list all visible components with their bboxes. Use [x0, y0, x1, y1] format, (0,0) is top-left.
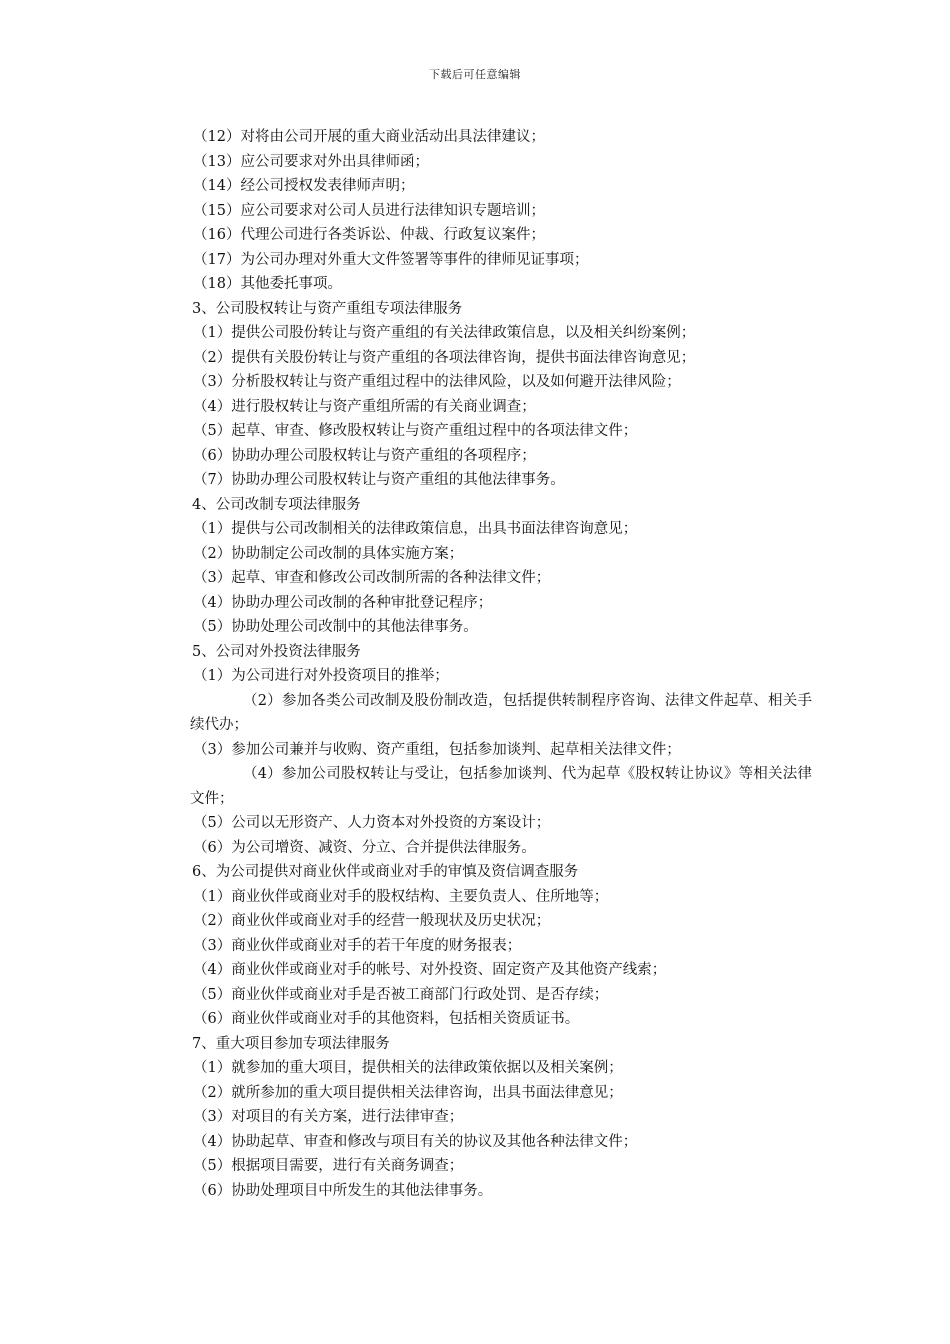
list-item: （17）为公司办理对外重大文件签署等事件的律师见证事项； [193, 251, 589, 268]
list-item: （4）进行股权转让与资产重组所需的有关商业调查； [193, 398, 536, 415]
list-item: （5）协助处理公司改制中的其他法律事务。 [193, 619, 478, 635]
list-item: （5）根据项目需要，进行有关商务调查； [193, 1158, 464, 1174]
list-item: （5）商业伙伴或商业对手是否被工商部门行政处罚、是否存续； [193, 986, 609, 1003]
list-item: （2）商业伙伴或商业对手的经营一般现状及历史状况； [193, 913, 551, 929]
list-item: （1）提供公司股份转让与资产重组的有关法律政策信息，以及相关纠纷案例； [193, 325, 696, 341]
list-item: （4）协助起草、审查和修改与项目有关的协议及其他各种法律文件； [193, 1133, 638, 1150]
list-item: （6）协助处理项目中所发生的其他法律事务。 [193, 1182, 493, 1199]
list-item: （6）协助办理公司股权转让与资产重组的各项程序； [193, 447, 536, 464]
list-item: （2）协助制定公司改制的具体实施方案； [193, 545, 464, 562]
list-item: （4）商业伙伴或商业对手的帐号、对外投资、固定资产及其他资产线索； [193, 962, 667, 978]
page-header-note: 下载后可任意编辑 [429, 68, 521, 81]
list-item: （6）商业伙伴或商业对手的其他资料，包括相关资质证书。 [193, 1011, 580, 1027]
list-paragraph: （2）参加各类公司改制及股份制改造，包括提供转制程序咨询、法律文件起草、相关手续代办； [190, 692, 812, 733]
section-heading: 7、重大项目参加专项法律服务 [192, 1035, 390, 1052]
list-item: （4）协助办理公司改制的各种审批登记程序； [193, 594, 493, 611]
list-item: （15）应公司要求对公司人员进行法律知识专题培训； [193, 202, 545, 219]
section-heading: 5、公司对外投资法律服务 [192, 643, 361, 660]
list-item: （1）商业伙伴或商业对手的股权结构、主要负责人、住所地等； [193, 888, 609, 905]
list-item: （3）分析股权转让与资产重组过程中的法律风险，以及如何避开法律风险； [193, 374, 681, 390]
list-item: （6）为公司增资、减资、分立、合并提供法律服务。 [193, 839, 536, 856]
document-body [140, 125, 812, 1203]
section-heading: 6、为公司提供对商业伙伴或商业对手的审慎及资信调查服务 [192, 864, 579, 880]
list-item: （5）公司以无形资产、人力资本对外投资的方案设计； [193, 815, 551, 831]
list-item: （16）代理公司进行各类诉讼、仲裁、行政复议案件； [193, 227, 545, 243]
list-item: （5）起草、审查、修改股权转让与资产重组过程中的各项法律文件； [193, 423, 638, 439]
list-item: （2）提供有关股份转让与资产重组的各项法律咨询，提供书面法律咨询意见； [193, 349, 696, 366]
list-item: （12）对将由公司开展的重大商业活动出具法律建议； [193, 129, 545, 145]
list-item: （14）经公司授权发表律师声明； [193, 178, 415, 194]
list-item: （7）协助办理公司股权转让与资产重组的其他法律事务。 [193, 472, 565, 488]
list-item: （3）对项目的有关方案，进行法律审查； [193, 1109, 464, 1125]
list-paragraph: （4）参加公司股权转让与受让，包括参加谈判、代为起草《股权转让协议》等相关法律文件； [190, 766, 812, 807]
list-item: （1）就参加的重大项目，提供相关的法律政策依据以及相关案例； [193, 1060, 623, 1076]
list-item: （1）提供与公司改制相关的法律政策信息，出具书面法律咨询意见； [193, 521, 638, 537]
list-item: （13）应公司要求对外出具律师函； [193, 153, 429, 170]
list-item: （3）商业伙伴或商业对手的若干年度的财务报表； [193, 937, 522, 954]
section-heading: 4、公司改制专项法律服务 [192, 496, 361, 513]
list-item: （2）就所参加的重大项目提供相关法律咨询，出具书面法律意见； [193, 1084, 623, 1101]
list-item: （3）起草、审查和修改公司改制所需的各种法律文件； [193, 570, 551, 586]
list-item: （1）为公司进行对外投资项目的推举； [193, 668, 449, 684]
list-item: （3）参加公司兼并与收购、资产重组，包括参加谈判、起草相关法律文件； [193, 741, 681, 758]
list-item: （18）其他委托事项。 [193, 276, 342, 292]
section-heading: 3、公司股权转让与资产重组专项法律服务 [192, 300, 463, 317]
